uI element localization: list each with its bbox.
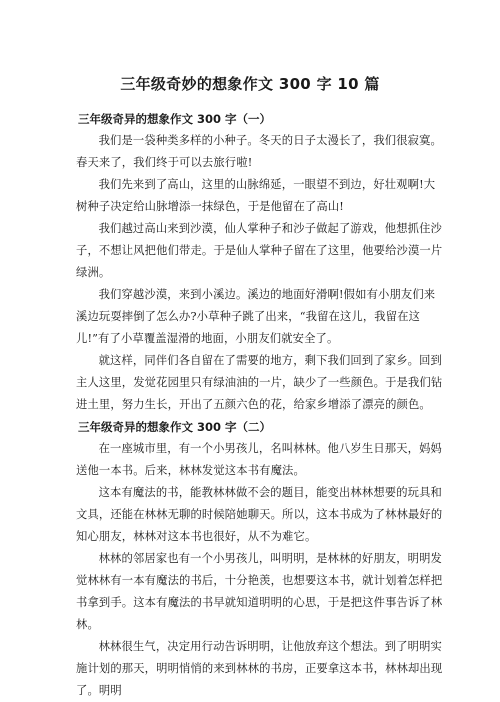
section-1: [76, 108, 444, 416]
document-title: 三年级奇妙的想象作文 300 字 10 篇: [120, 75, 380, 93]
paragraph: 我们是一袋种类多样的小种子。冬天的日子太漫长了，我们很寂寞。春天来了，我们终于可以去旅行啦!: [76, 134, 443, 169]
section-heading: 三年级奇异的想象作文 300 字（二）: [78, 420, 272, 434]
paragraph: 我们越过高山来到沙漠，仙人掌种子和沙子做起了游戏，他想抓住沙子，不想让风把他们带走。于是仙人掌种子留在了这里，他要给沙漠一片绿洲。: [76, 222, 443, 279]
paragraph: 我们穿越沙漠，来到小溪边。溪边的地面好滑啊!假如有小朋友们来溪边玩耍摔倒了怎么办?小草种子跳了出来，“我留在这儿，我留在这儿!”有了小草覆盖湿滑的地面，小朋友们就安全了。: [76, 288, 436, 345]
paragraph: 林林很生气，决定用行动告诉明明，让他放弃这个想法。到了明明实施计划的那天，明明悄悄的来到林林的书房，正要拿这本书，林林却出现了。明明: [76, 640, 443, 697]
section-heading: 三年级奇异的想象作文 300 字（一）: [78, 112, 272, 126]
paragraph: 就这样，同伴们各自留在了需要的地方，剩下我们回到了家乡。回到主人这里，发觉花园里只有绿油油的一片，缺少了一些颜色。于是我们钻进土里，努力生长，开出了五颜六色的花，给家乡增添了漂亮的颜色。: [76, 354, 443, 411]
section-2: [76, 416, 444, 702]
paragraph: 我们先来到了高山，这里的山脉绵延，一眼望不到边，好壮观啊!大树种子决定给山脉增添一抹绿色，于是他留在了高山!: [76, 178, 436, 213]
paragraph: 在一座城市里，有一个小男孩儿，名叫林林。他八岁生日那天，妈妈送他一本书。后来，林林发觉这本书有魔法。: [76, 442, 443, 477]
paragraph: 林林的邻居家也有一个小男孩儿，叫明明，是林林的好朋友，明明发觉林林有一本有魔法的书后，十分艳羡，也想要这本书，就计划着怎样把书拿到手。这本有魔法的书早就知道明明的心思，于是把这件事告诉了林林。: [76, 552, 443, 631]
paragraph: 这本有魔法的书，能教林林做不会的题目，能变出林林想要的玩具和文具，还能在林林无聊的时候陪她聊天。所以，这本书成为了林林最好的知心朋友，林林对这本书也很好，从不为难它。: [76, 486, 443, 543]
